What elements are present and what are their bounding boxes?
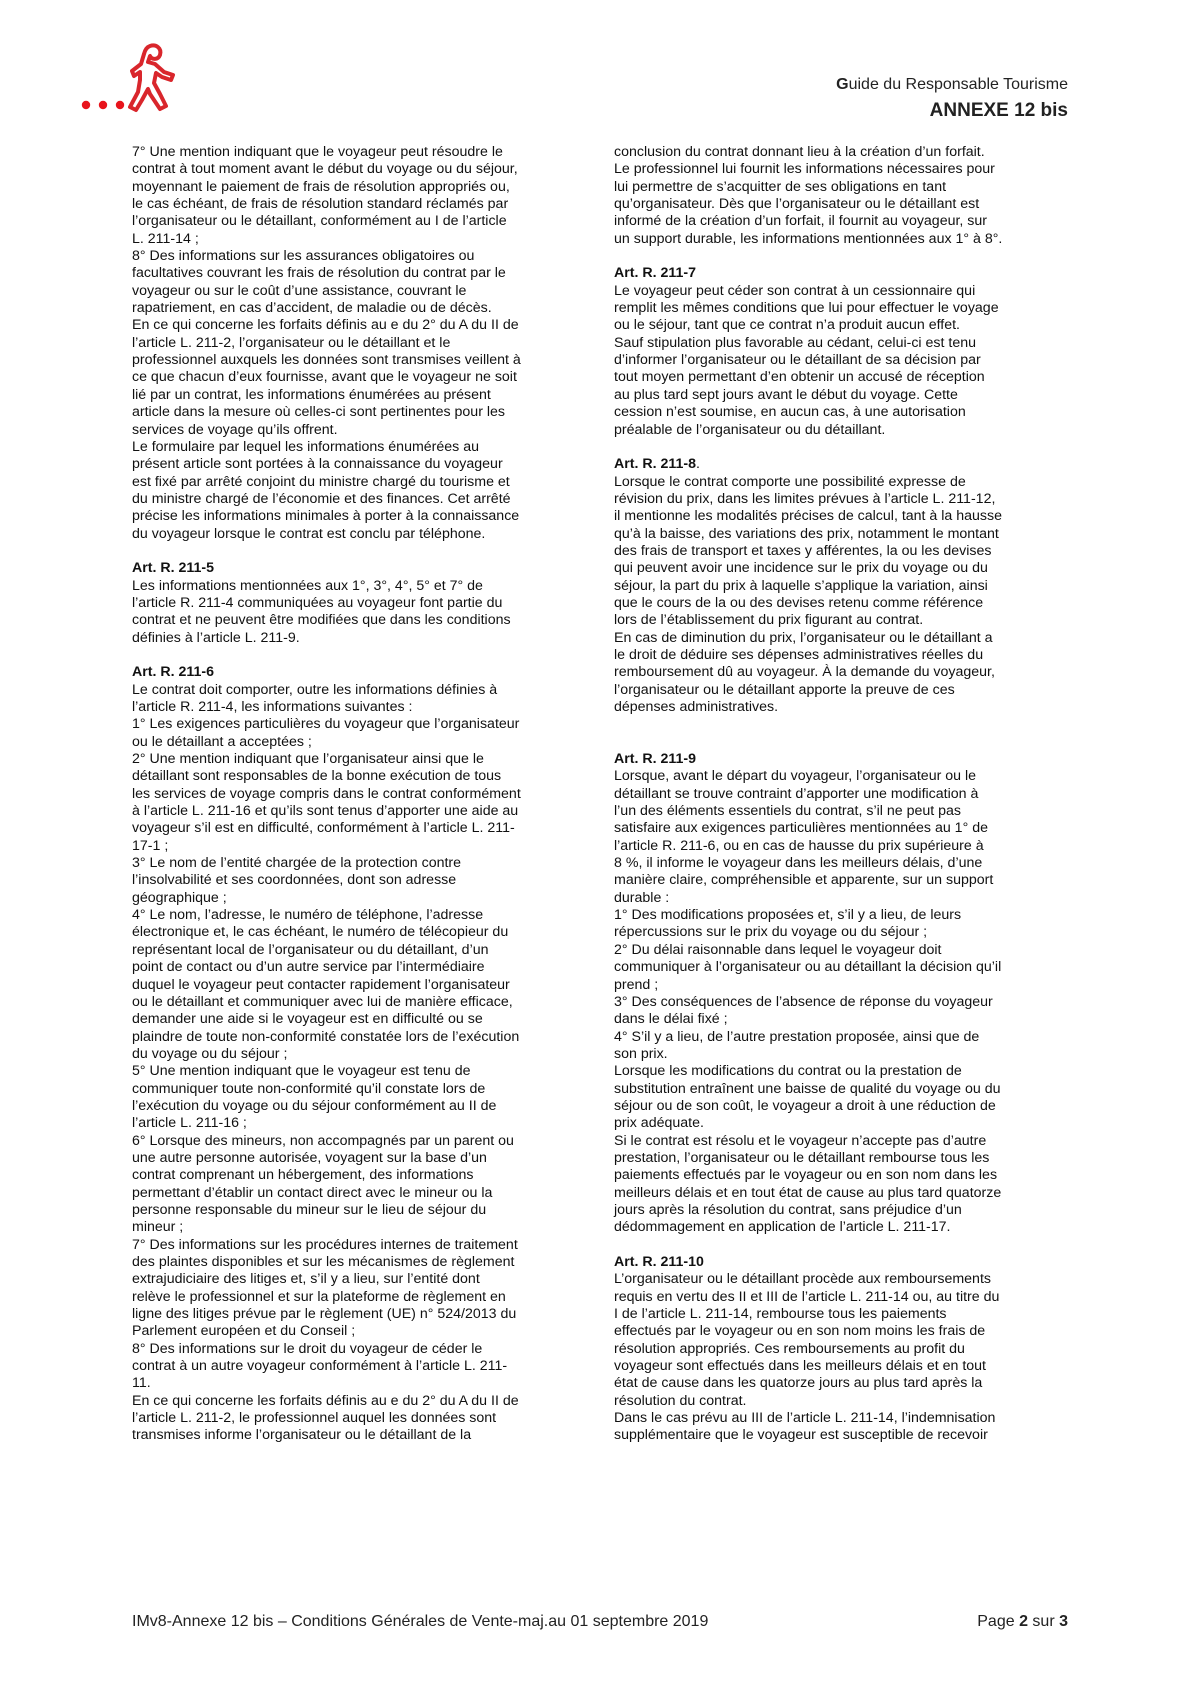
footer-page-number — [977, 1613, 1068, 1631]
text-line: électronique et, le cas échéant, le numéro de télécopieur du — [132, 924, 509, 941]
article-heading-text: Art. R. 211-5 — [132, 560, 215, 577]
article-heading — [614, 456, 1074, 473]
text-line: l’organisateur ou le détaillant apporte la preuve de ces — [614, 681, 955, 698]
text-line: satisfaire aux exigences particulières mentionnées au 1° de — [614, 820, 988, 837]
text-line: 4° S’il y a lieu, de l’autre prestation proposée, ainsi que de — [614, 1028, 980, 1045]
text-line: l’exécution du voyage ou du séjour conformément au II de — [132, 1097, 497, 1114]
text-line: effectués par le voyageur ou en son nom moins les frais de — [614, 1323, 986, 1340]
text-line: 3° Des conséquences de l’absence de réponse du voyageur — [614, 993, 993, 1010]
text-line: qui peuvent avoir une incidence sur le prix du voyage ou du — [614, 560, 988, 577]
text-line: paiements effectués par le voyageur ou en son nom dans les — [614, 1167, 998, 1184]
text-line: supplémentaire que le voyageur est susceptible de recevoir — [614, 1427, 988, 1444]
text-line: l’article L. 211-2, le professionnel auquel les données sont — [132, 1410, 497, 1427]
text-line: prend ; — [614, 976, 659, 993]
text-line: contrat et ne peuvent être modifiées que dans les conditions — [132, 612, 511, 629]
text-line: demander une aide si le voyageur est en difficulté ou se — [132, 1011, 483, 1028]
annex-title: ANNEXE 12 bis — [929, 100, 1068, 121]
article-heading — [614, 265, 1074, 282]
paragraph-spacer — [614, 248, 1074, 265]
text-line: ou le séjour, tant que ce contrat n’a produit aucun effet. — [614, 317, 960, 334]
text-line: substitution entraînent une baisse de qualité du voyage ou du — [614, 1080, 1001, 1097]
text-line: voyageur sont effectués dans les meilleurs délais et en tout — [614, 1358, 986, 1375]
text-line: géographique ; — [132, 889, 227, 906]
page-separator: sur — [1027, 1613, 1060, 1630]
text-line: plaindre de toute non-conformité constatée lors de l’exécution — [132, 1028, 520, 1045]
article-heading-text: Art. R. 211-10 — [614, 1254, 704, 1270]
text-line: remboursement dû au voyageur. À la demande du voyageur, — [614, 664, 995, 681]
text-line: il mentionne les modalités précises de calcul, tant à la hausse — [614, 508, 1003, 525]
text-line: est fixé par arrêté conjoint du ministre chargé du tourisme et — [132, 473, 510, 490]
page-current: 2 — [1019, 1613, 1028, 1630]
text-line: dans le délai fixé ; — [614, 1011, 728, 1028]
text-line: à l’article L. 211-16 et qu’ils sont tenus d’apporter une aide au — [132, 803, 519, 820]
text-line: En ce qui concerne les forfaits définis au e du 2° du A du II de — [132, 1392, 519, 1409]
text-line: Lorsque les modifications du contrat ou la prestation de — [614, 1063, 962, 1080]
text-line: les services de voyage compris dans le contrat conformément — [132, 785, 521, 802]
text-line: 2° Du délai raisonnable dans lequel le voyageur doit — [614, 941, 942, 958]
text-line: personne responsable du mineur sur le lieu de séjour du — [132, 1201, 487, 1218]
text-line: 7° Des informations sur les procédures internes de traitement — [132, 1236, 518, 1253]
text-line: résolution appropriés. Ces remboursements au profit du — [614, 1340, 965, 1357]
text-line: l’article L. 211-2, l’organisateur ou le détaillant et le — [132, 334, 451, 351]
text-line: communiquer à l’organisateur ou au détaillant la décision qu’il — [614, 959, 1002, 976]
text-line: ou le détaillant et communiquer avec lui de manière efficace, — [132, 993, 513, 1010]
article-heading — [132, 560, 592, 577]
text-line: En ce qui concerne les forfaits définis au e du 2° du A du II de — [132, 317, 519, 334]
text-line: transmises informe l’organisateur ou le détaillant de la — [132, 1427, 472, 1444]
text-line: point de contact ou d’un autre service par l’intermédiaire — [132, 959, 485, 976]
text-line: précise les informations minimales à porter à la connaissance — [132, 508, 520, 525]
text-line: 8° Des informations sur les assurances obligatoires ou — [132, 248, 475, 265]
paragraph-spacer — [614, 1237, 1074, 1254]
text-line: relève le professionnel et sur la plateforme de règlement en — [132, 1288, 506, 1305]
text-line: extrajudiciaire des litiges et, s’il y a lieu, sur l’entité dont — [132, 1271, 480, 1288]
page-total: 3 — [1059, 1613, 1068, 1630]
text-line: dépenses administratives. — [614, 699, 779, 715]
text-line: 8 %, il informe le voyageur dans les meilleurs délais, d’une — [614, 855, 983, 872]
text-line: requis en vertu des II et III de l’article L. 211-14 ou, au titre du — [614, 1288, 1000, 1305]
text-line: ligne des litiges prévue par le règlement (UE) n° 524/2013 du — [132, 1306, 517, 1323]
text-line: Le voyageur peut céder son contrat à un cessionnaire qui — [614, 282, 976, 299]
page-prefix: Page — [977, 1613, 1020, 1630]
text-line: un support durable, les informations mentionnées aux 1° à 8°. — [614, 230, 1003, 247]
text-line: professionnel auxquels les données sont transmises veillent à — [132, 352, 521, 369]
text-line: l’article L. 211-16 ; — [132, 1115, 247, 1132]
text-line: 7° Une mention indiquant que le voyageur peut résoudre le — [132, 144, 503, 160]
article-heading — [132, 664, 592, 681]
walking-person-logo-icon — [78, 42, 193, 122]
text-line: Le contrat doit comporter, outre les informations définies à — [132, 681, 498, 698]
text-line: Les informations mentionnées aux 1°, 3°, 4°, 5° et 7° de — [132, 577, 483, 594]
text-line: du voyageur lorsque le contrat est conclu par téléphone. — [132, 525, 486, 542]
text-line: prestation, l’organisateur ou le détaillant rembourse tous les — [614, 1149, 990, 1166]
text-line: 6° Lorsque des mineurs, non accompagnés par un parent ou — [132, 1132, 514, 1149]
paragraph-spacer — [614, 716, 1074, 751]
text-line: lui permettre de s’acquitter de ses obligations en tant — [614, 178, 947, 195]
article-heading — [614, 1254, 1074, 1271]
text-line: ce que chacun d’eux fournisse, avant que le voyageur ne soit — [132, 369, 517, 386]
text-line: l’article R. 211-4 communiquées au voyageur font partie du — [132, 594, 503, 611]
text-line: facultatives couvrant les frais de résolution du contrat par le — [132, 265, 506, 282]
text-line: des plaintes disponibles et sur les mécanismes de règlement — [132, 1254, 515, 1270]
text-line: l’organisateur ou le détaillant, conformément au I de l’article — [132, 213, 507, 230]
text-line: 3° Le nom de l’entité chargée de la protection contre — [132, 855, 462, 872]
text-line: tout moyen permettant d’en obtenir un accusé de réception — [614, 369, 985, 386]
text-line: L. 211-14 ; — [132, 230, 199, 247]
text-line: Le professionnel lui fournit les informations nécessaires pour — [614, 161, 995, 178]
guide-title-initial: G — [836, 76, 849, 93]
text-line: 1° Des modifications proposées et, s’il y a lieu, de leurs — [614, 907, 962, 924]
text-line: communiquer toute non-conformité qu’il constate lors de — [132, 1080, 486, 1097]
text-line: Lorsque, avant le départ du voyageur, l’organisateur ou le — [614, 768, 977, 785]
text-line: 11. — [132, 1375, 151, 1392]
text-line: 4° Le nom, l’adresse, le numéro de téléphone, l’adresse — [132, 907, 484, 924]
text-line: 5° Une mention indiquant que le voyageur est tenu de — [132, 1063, 471, 1080]
text-line: jours après la résolution du contrat, sans préjudice d’un — [614, 1201, 962, 1218]
guide-title-rest: uide du Responsable Tourisme — [848, 76, 1068, 93]
text-line: prix adéquate. — [614, 1115, 704, 1132]
text-line: séjour, la part du prix à laquelle s’applique la variation, ainsi — [614, 577, 988, 594]
text-line: détaillant sont responsables de la bonne exécution de tous — [132, 768, 502, 785]
text-line: permettant d’établir un contact direct avec le mineur ou la — [132, 1184, 493, 1201]
text-line: durable : — [614, 889, 670, 906]
text-line: résolution du contrat. — [614, 1392, 747, 1409]
paragraph-spacer — [132, 543, 592, 560]
text-line: au plus tard sept jours avant le début du voyage. Cette — [614, 386, 958, 403]
text-line: informé de la création d’un forfait, il fournit au voyageur, sur — [614, 213, 988, 230]
text-line: le droit de déduire ses dépenses administratives réelles du — [614, 646, 984, 663]
article-heading — [614, 751, 1074, 768]
text-line: qu’organisateur. Dès que l’organisateur ou le détaillant est — [614, 196, 980, 213]
text-line: En cas de diminution du prix, l’organisateur ou le détaillant a — [614, 629, 993, 646]
text-line: duquel le voyageur peut contacter rapidement l’organisateur — [132, 976, 510, 993]
text-line: contrat à un autre voyageur conformément à l’article L. 211- — [132, 1358, 508, 1375]
text-line: meilleurs délais et en tout état de cause au plus tard quatorze — [614, 1184, 1002, 1201]
text-line: 1° Les exigences particulières du voyageur que l’organisateur — [132, 716, 520, 733]
text-line: Dans le cas prévu au III de l’article L. 211-14, l’indemnisation — [614, 1410, 996, 1427]
guide-title — [836, 76, 1068, 94]
article-heading-text: Art. R. 211-8 — [614, 456, 697, 473]
text-line: état de cause dans les quatorze jours au plus tard après la — [614, 1375, 983, 1392]
text-line: du ministre chargé de l’économie et des finances. Cet arrêté — [132, 490, 511, 507]
text-line: L’organisateur ou le détaillant procède aux remboursements — [614, 1271, 991, 1288]
text-line: conclusion du contrat donnant lieu à la création d’un forfait. — [614, 144, 985, 160]
right-text-column — [614, 144, 1074, 1445]
text-line: remplit les mêmes conditions que lui pour effectuer le voyage — [614, 300, 999, 317]
text-line: d’informer l’organisateur ou le détaillant de sa décision par — [614, 352, 981, 369]
text-line: I de l’article L. 211-14, rembourse tous les paiements — [614, 1306, 947, 1323]
text-line: Parlement européen et du Conseil ; — [132, 1323, 356, 1340]
text-line: préalable de l’organisateur ou du détaillant. — [614, 421, 886, 438]
text-line: Lorsque le contrat comporte une possibilité expresse de — [614, 473, 966, 490]
text-line: répercussions sur le prix du voyage ou du séjour ; — [614, 924, 928, 941]
text-line: Si le contrat est résolu et le voyageur n’accepte pas d’autre — [614, 1132, 987, 1149]
text-line: dédommagement en application de l’article L. 211-17. — [614, 1219, 951, 1236]
text-line: voyageur s’il est en difficulté, conformément à l’article L. 211- — [132, 820, 515, 837]
text-line: contrat comprenant un hébergement, des informations — [132, 1167, 474, 1184]
text-line: du voyage ou du séjour ; — [132, 1045, 288, 1062]
text-line: une autre personne autorisée, voyagent sur la base d’un — [132, 1149, 487, 1166]
text-line: services de voyage qu’ils offrent. — [132, 421, 338, 438]
text-line: séjour ou de son coût, le voyageur a droit à une réduction de — [614, 1097, 996, 1114]
text-line: que le cours de la ou des devises retenu comme référence — [614, 594, 984, 611]
paragraph-spacer — [132, 647, 592, 664]
text-line: moyennant le paiement de frais de résolution appropriés ou, — [132, 178, 510, 195]
text-line: lié par un contrat, les informations énumérées au présent — [132, 386, 491, 403]
text-line: article dans la mesure où celles-ci sont pertinentes pour les — [132, 404, 506, 421]
text-line: des frais de transport et taxes y afférentes, la ou les devises — [614, 542, 992, 559]
text-line: présent article sont portées à la connaissance du voyageur — [132, 456, 503, 473]
text-line: l’article R. 211-4, les informations suivantes : — [132, 699, 413, 715]
article-heading-text: Art. R. 211-9 — [614, 751, 697, 768]
left-text-column — [132, 144, 592, 1445]
text-line: l’insolvabilité et ses coordonnées, dont son adresse — [132, 872, 457, 889]
text-line: révision du prix, dans les limites prévues à l’article L. 211-12, — [614, 490, 996, 507]
footer-document-label: IMv8-Annexe 12 bis – Conditions Générales de Vente-maj.au 01 septembre 2019 — [132, 1613, 709, 1630]
text-line: manière claire, compréhensible et apparente, sur un support — [614, 872, 994, 889]
text-line: représentant local de l’organisateur ou du détaillant, d’un — [132, 941, 489, 958]
text-line: détaillant se trouve contraint d’apporter une modification à — [614, 785, 979, 802]
text-line: le cas échéant, de frais de résolution standard réclamés par — [132, 196, 509, 213]
text-line: mineur ; — [132, 1219, 184, 1236]
text-line: qu’à la baisse, des variations des prix, notamment le montant — [614, 525, 999, 542]
text-line: voyageur ou sur le coût d’une assistance, couvrant le — [132, 282, 467, 299]
article-heading-text: Art. R. 211-7 — [614, 265, 697, 282]
text-line: ou le détaillant a acceptées ; — [132, 733, 312, 750]
text-line: 17-1 ; — [132, 837, 169, 854]
text-line: l’un des éléments essentiels du contrat, s’il ne peut pas — [614, 803, 962, 820]
text-line: l’article R. 211-6, ou en cas de hausse du prix supérieure à — [614, 837, 984, 854]
text-line: contrat à tout moment avant le début du voyage ou du séjour, — [132, 161, 518, 178]
text-line: définies à l’article L. 211-9. — [132, 629, 300, 646]
text-line: cession n’est soumise, en aucun cas, à une autorisation — [614, 404, 966, 421]
text-line: Sauf stipulation plus favorable au cédant, celui-ci est tenu — [614, 334, 977, 351]
article-heading-suffix: . — [696, 456, 700, 473]
text-line: son prix. — [614, 1045, 668, 1062]
text-line: rapatriement, en cas d’accident, de maladie ou de décès. — [132, 300, 492, 317]
text-line: 2° Une mention indiquant que l’organisateur ainsi que le — [132, 751, 484, 768]
text-line: 8° Des informations sur le droit du voyageur de céder le — [132, 1340, 483, 1357]
text-line: Le formulaire par lequel les informations énumérées au — [132, 438, 479, 455]
text-line: lors de l’établissement du prix figurant au contrat. — [614, 612, 924, 629]
paragraph-spacer — [614, 439, 1074, 456]
article-heading-text: Art. R. 211-6 — [132, 664, 215, 681]
